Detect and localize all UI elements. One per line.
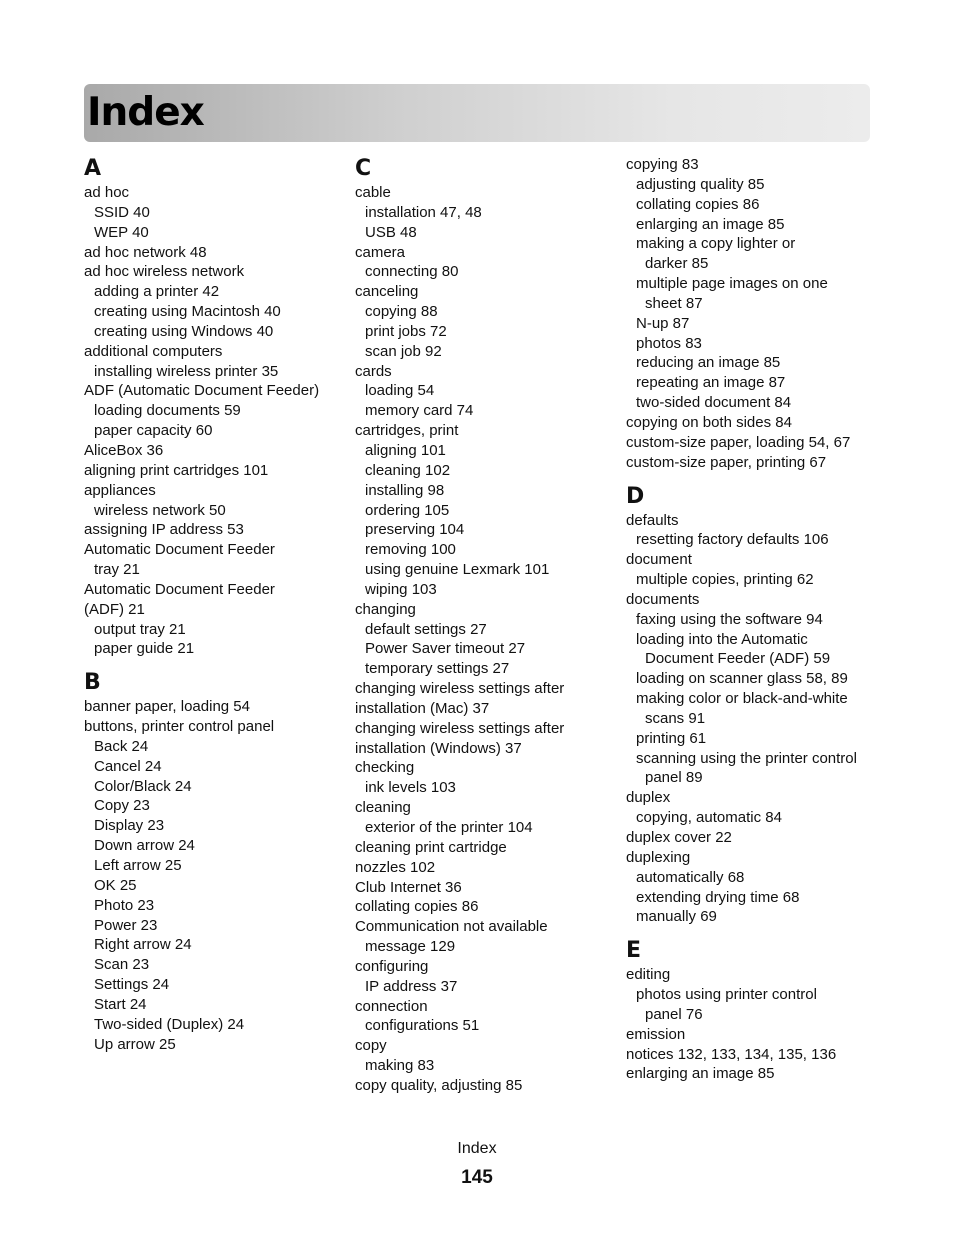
index-subentry: preserving 104 xyxy=(365,521,465,539)
index-subentry: output tray 21 xyxy=(94,620,186,638)
index-entry: ad hoc xyxy=(84,184,130,201)
index-entry: copying on both sides 84 xyxy=(626,413,792,431)
index-entry: configuring xyxy=(355,957,429,975)
index-subentry: Power Saver timeout 27 xyxy=(365,640,526,658)
index-entry: copy quality, adjusting 85 xyxy=(355,1076,523,1094)
index-subentry: USB 48 xyxy=(365,223,417,241)
index-subentry: manually 69 xyxy=(636,908,717,926)
index-subentry: copying 88 xyxy=(365,303,438,321)
index-entry: assigning IP address 53 xyxy=(84,521,244,539)
index-subentry: printing 61 xyxy=(636,729,707,747)
index-subentry: paper guide 21 xyxy=(94,640,195,658)
index-subentry: Left arrow 25 xyxy=(94,857,182,874)
index-subentry: sheet 87 xyxy=(645,294,703,312)
index-subentry: adding a printer 42 xyxy=(94,283,220,301)
index-subentry: panel 89 xyxy=(645,769,703,787)
index-subentry: making 83 xyxy=(365,1057,435,1075)
index-entry: cleaning xyxy=(355,799,411,817)
index-subentry: connecting 80 xyxy=(365,263,459,281)
index-entry: Automatic Document Feeder xyxy=(84,580,275,598)
index-entry: Communication not available xyxy=(355,918,548,936)
index-subentry: collating copies 86 xyxy=(636,195,760,213)
index-subentry: photos using printer control xyxy=(636,986,817,1004)
index-entry: duplex xyxy=(626,789,671,807)
index-entry: cable xyxy=(355,184,391,201)
index-subentry: loading on scanner glass 58, 89 xyxy=(636,670,848,688)
index-subentry: making a copy lighter or xyxy=(636,235,796,253)
index-entry: canceling xyxy=(355,283,419,301)
index-entry: defaults xyxy=(626,511,679,529)
index-subentry: message 129 xyxy=(365,938,456,956)
index-entry: custom-size paper, loading 54, 67 xyxy=(626,433,851,451)
index-entry: cleaning print cartridge xyxy=(355,838,507,856)
index-subentry: making color or black-and-white xyxy=(636,690,848,708)
index-subentry: Right arrow 24 xyxy=(94,936,192,954)
index-subentry: installation 47, 48 xyxy=(365,203,482,221)
index-subentry: installing 98 xyxy=(365,481,445,499)
footer-label: Index xyxy=(457,1140,497,1157)
index-entry: buttons, printer control panel xyxy=(84,718,275,736)
index-entry: copying 83 xyxy=(626,156,699,173)
index-subentry: multiple page images on one xyxy=(636,275,828,293)
index-subentry: SSID 40 xyxy=(94,203,150,221)
index-entry: (ADF) 21 xyxy=(84,600,145,618)
index-entry: changing wireless settings after xyxy=(355,680,565,698)
index-subentry: extending drying time 68 xyxy=(636,888,800,906)
index-entry: cards xyxy=(355,362,392,380)
index-subentry: loading documents 59 xyxy=(94,402,241,420)
index-entry: connection xyxy=(355,997,428,1015)
index-subentry: resetting factory defaults 106 xyxy=(636,531,829,549)
index-entry: Club Internet 36 xyxy=(355,878,462,896)
index-subentry: scans 91 xyxy=(645,709,706,727)
index-entry: editing xyxy=(626,966,671,984)
index-subentry: photos 83 xyxy=(636,334,702,352)
index-entry: cartridges, print xyxy=(355,422,459,440)
index-entry: copy xyxy=(355,1037,387,1055)
index-subentry: tray 21 xyxy=(94,561,140,579)
index-subentry: Display 23 xyxy=(94,817,165,835)
index-entry: ADF (Automatic Document Feeder) xyxy=(84,382,320,400)
index-subentry: aligning 101 xyxy=(365,441,446,459)
index-subentry: IP address 37 xyxy=(365,977,458,995)
index-subentry: Down arrow 24 xyxy=(94,837,195,855)
index-entry: emission xyxy=(626,1025,686,1043)
section-letter: E xyxy=(626,938,642,964)
index-subentry: cleaning 102 xyxy=(365,461,451,479)
index-subentry: creating using Macintosh 40 xyxy=(94,303,281,321)
index-subentry: darker 85 xyxy=(645,255,709,273)
index-section xyxy=(626,155,886,473)
index-entry: nozzles 102 xyxy=(355,858,436,876)
index-subentry: Two-sided (Duplex) 24 xyxy=(94,1015,245,1033)
index-subentry: Power 23 xyxy=(94,916,158,934)
index-entry: ad hoc network 48 xyxy=(84,243,207,261)
index-entry: Automatic Document Feeder xyxy=(84,541,275,559)
index-subentry: adjusting quality 85 xyxy=(636,175,765,193)
index-subentry: exterior of the printer 104 xyxy=(365,819,533,836)
section-letter: B xyxy=(84,670,101,696)
index-entry: installation (Mac) 37 xyxy=(355,699,490,717)
index-entry: checking xyxy=(355,759,415,777)
index-section xyxy=(626,937,886,1084)
index-subentry: wiping 103 xyxy=(365,580,437,598)
index-subentry: Cancel 24 xyxy=(94,757,162,775)
index-subentry: paper capacity 60 xyxy=(94,422,213,440)
index-entry: documents xyxy=(626,590,700,608)
index-subentry: WEP 40 xyxy=(94,223,149,241)
index-entry: changing wireless settings after xyxy=(355,719,565,737)
index-entry: aligning print cartridges 101 xyxy=(84,461,269,479)
index-entry: duplexing xyxy=(626,848,691,866)
index-entry: installation (Windows) 37 xyxy=(355,739,522,757)
index-entry: custom-size paper, printing 67 xyxy=(626,453,827,471)
index-subentry: removing 100 xyxy=(365,541,456,559)
section-letter: D xyxy=(626,483,645,509)
index-subentry: OK 25 xyxy=(94,876,137,894)
index-entry: AliceBox 36 xyxy=(84,441,164,459)
index-entry: appliances xyxy=(84,481,156,499)
index-subentry: Up arrow 25 xyxy=(94,1035,176,1053)
index-subentry: Photo 23 xyxy=(94,896,155,914)
index-subentry: creating using Windows 40 xyxy=(94,322,274,340)
index-subentry: ink levels 103 xyxy=(365,779,456,797)
index-subentry: Document Feeder (ADF) 59 xyxy=(645,650,831,668)
index-subentry: Start 24 xyxy=(94,995,147,1013)
index-section xyxy=(84,155,344,659)
index-subentry: configurations 51 xyxy=(365,1017,480,1035)
index-subentry: repeating an image 87 xyxy=(636,374,786,392)
page-title: Index xyxy=(87,90,204,135)
index-section xyxy=(626,483,886,928)
index-subentry: loading into the Automatic xyxy=(636,630,808,648)
index-column-3 xyxy=(626,155,886,1084)
index-subentry: temporary settings 27 xyxy=(365,660,510,678)
index-subentry: scanning using the printer control xyxy=(636,749,857,767)
index-subentry: Color/Black 24 xyxy=(94,777,192,795)
index-subentry: Back 24 xyxy=(94,737,149,755)
index-subentry: multiple copies, printing 62 xyxy=(636,571,814,589)
index-subentry: default settings 27 xyxy=(365,620,487,638)
index-entry: camera xyxy=(355,243,406,261)
section-letter: A xyxy=(84,156,102,181)
index-subentry: wireless network 50 xyxy=(94,501,226,519)
index-subentry: automatically 68 xyxy=(636,868,745,886)
index-entry: changing xyxy=(355,600,416,618)
index-subentry: N-up 87 xyxy=(636,314,690,332)
index-subentry: reducing an image 85 xyxy=(636,354,781,372)
index-entry: collating copies 86 xyxy=(355,898,479,916)
index-subentry: installing wireless printer 35 xyxy=(94,362,279,380)
index-subentry: print jobs 72 xyxy=(365,322,447,340)
index-entry: notices 132, 133, 134, 135, 136 xyxy=(626,1045,837,1063)
index-entry: document xyxy=(626,551,692,569)
section-letter: C xyxy=(355,156,372,181)
index-subentry: scan job 92 xyxy=(365,342,442,360)
page-number: 145 xyxy=(461,1167,493,1188)
index-entry: enlarging an image 85 xyxy=(626,1065,775,1083)
index-subentry: Copy 23 xyxy=(94,797,150,815)
index-subentry: ordering 105 xyxy=(365,501,450,519)
index-subentry: two-sided document 84 xyxy=(636,394,792,412)
index-column-1 xyxy=(84,155,344,1054)
index-section xyxy=(355,155,615,1096)
index-entry: banner paper, loading 54 xyxy=(84,698,250,716)
index-entry: ad hoc wireless network xyxy=(84,263,245,281)
index-section xyxy=(84,669,344,1054)
index-entry: additional computers xyxy=(84,342,223,360)
index-subentry: Settings 24 xyxy=(94,976,170,994)
index-subentry: using genuine Lexmark 101 xyxy=(365,561,550,579)
index-column-2 xyxy=(355,155,615,1096)
index-subentry: loading 54 xyxy=(365,382,435,400)
index-subentry: enlarging an image 85 xyxy=(636,215,785,233)
index-subentry: panel 76 xyxy=(645,1005,703,1023)
index-subentry: faxing using the software 94 xyxy=(636,610,823,628)
index-subentry: copying, automatic 84 xyxy=(636,809,782,827)
index-subentry: Scan 23 xyxy=(94,956,150,974)
index-subentry: memory card 74 xyxy=(365,402,474,420)
index-entry: duplex cover 22 xyxy=(626,829,732,846)
